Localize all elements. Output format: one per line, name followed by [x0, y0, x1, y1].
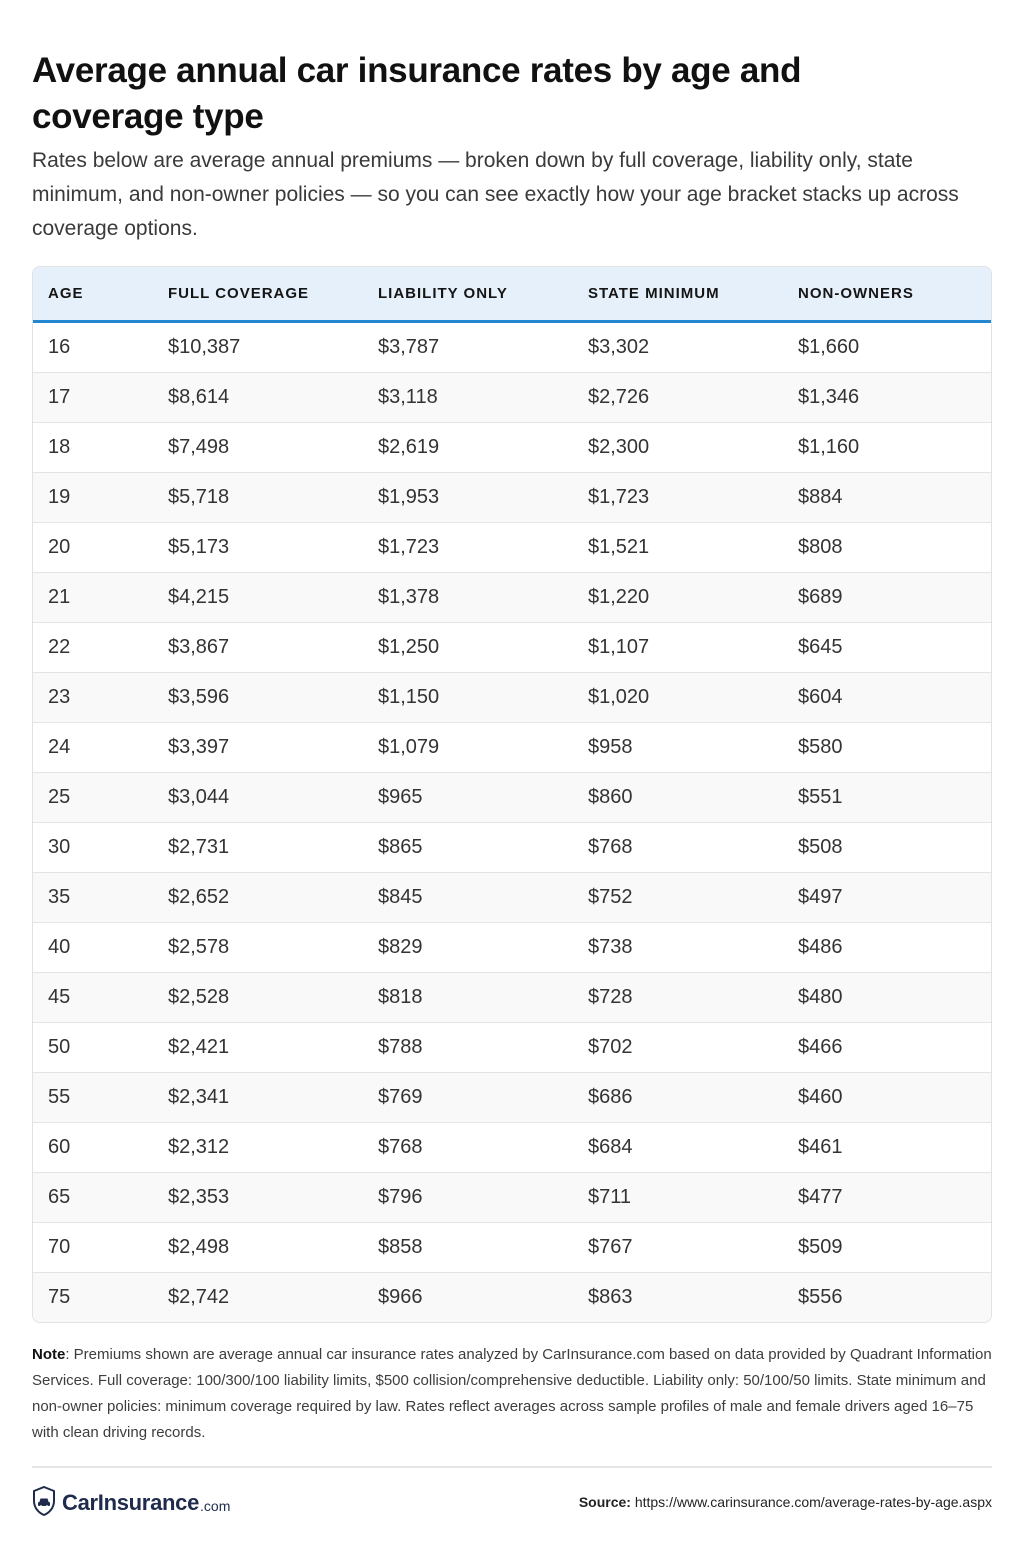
rate-cell: $865	[363, 823, 573, 873]
rate-cell: $2,341	[153, 1073, 363, 1123]
rate-cell: $1,378	[363, 573, 573, 623]
age-cell: 75	[33, 1273, 153, 1323]
rate-cell: $551	[783, 773, 991, 823]
rate-cell: $7,498	[153, 423, 363, 473]
rate-cell: $818	[363, 973, 573, 1023]
rate-cell: $845	[363, 873, 573, 923]
rate-cell: $1,160	[783, 423, 991, 473]
rate-cell: $2,498	[153, 1223, 363, 1273]
rate-cell: $556	[783, 1273, 991, 1323]
rate-cell: $965	[363, 773, 573, 823]
rate-cell: $858	[363, 1223, 573, 1273]
rate-cell: $460	[783, 1073, 991, 1123]
rate-cell: $486	[783, 923, 991, 973]
rate-cell: $689	[783, 573, 991, 623]
age-cell: 20	[33, 523, 153, 573]
rate-cell: $1,107	[573, 623, 783, 673]
rate-cell: $1,723	[573, 473, 783, 523]
rate-cell: $768	[573, 823, 783, 873]
rate-cell: $2,300	[573, 423, 783, 473]
rates-table-container	[32, 266, 992, 1323]
note-text: : Premiums shown are average annual car insurance rates analyzed by CarInsurance.com based on data provided by Quadrant Information Services. Full coverage: 100/300/100 liability limits, $500 collision/comprehensive deductible. Liability only: 50/100/50 limits. State minimum and non-owner policies: minimum coverage required by law. Rates reflect averages across sample profiles of male and female drivers aged 16–75 with clean driving records.	[32, 1346, 992, 1441]
rate-cell: $580	[783, 723, 991, 773]
rate-cell: $604	[783, 673, 991, 723]
rate-cell: $808	[783, 523, 991, 573]
rate-cell: $1,020	[573, 673, 783, 723]
source-label: Source:	[578, 1494, 631, 1510]
shield-car-icon	[32, 1486, 56, 1521]
table-body	[33, 322, 991, 1323]
carinsurance-logo[interactable]	[32, 1486, 230, 1520]
table-row	[33, 723, 991, 773]
rate-cell: $1,521	[573, 523, 783, 573]
rate-cell: $3,596	[153, 673, 363, 723]
age-cell: 70	[33, 1223, 153, 1273]
rate-cell: $645	[783, 623, 991, 673]
footnote	[32, 1342, 992, 1446]
rate-cell: $5,718	[153, 473, 363, 523]
rate-cell: $3,397	[153, 723, 363, 773]
rate-cell: $702	[573, 1023, 783, 1073]
table-row	[33, 1223, 991, 1273]
rate-cell: $1,346	[783, 373, 991, 423]
rates-table	[33, 267, 991, 1322]
rate-cell: $1,220	[573, 573, 783, 623]
table-row	[33, 1173, 991, 1223]
rate-cell: $8,614	[153, 373, 363, 423]
rate-cell: $1,250	[363, 623, 573, 673]
age-cell: 60	[33, 1123, 153, 1173]
table-row	[33, 973, 991, 1023]
rate-cell: $829	[363, 923, 573, 973]
table-row	[33, 823, 991, 873]
column-header: FULL COVERAGE	[153, 267, 363, 322]
rate-cell: $1,079	[363, 723, 573, 773]
table-row	[33, 573, 991, 623]
age-cell: 24	[33, 723, 153, 773]
table-row	[33, 523, 991, 573]
age-cell: 17	[33, 373, 153, 423]
rate-cell: $1,723	[363, 523, 573, 573]
rate-cell: $958	[573, 723, 783, 773]
rate-cell: $2,619	[363, 423, 573, 473]
rate-cell: $1,150	[363, 673, 573, 723]
rate-cell: $3,787	[378, 336, 440, 358]
source-citation	[579, 1494, 992, 1510]
rate-cell: $860	[573, 773, 783, 823]
note-label: Note	[32, 1346, 66, 1363]
age-cell: 45	[33, 973, 153, 1023]
rate-cell: $2,353	[153, 1173, 363, 1223]
rate-cell: $3,044	[153, 773, 363, 823]
rate-cell: $796	[363, 1173, 573, 1223]
rate-cell: $3,867	[153, 623, 363, 673]
rate-cell: $5,173	[153, 523, 363, 573]
age-cell: 23	[33, 673, 153, 723]
table-row	[33, 673, 991, 723]
table-row	[33, 923, 991, 973]
table-row	[33, 773, 991, 823]
column-header: LIABILITY ONLY	[363, 267, 573, 322]
rate-cell: $686	[573, 1073, 783, 1123]
age-cell: 16	[48, 336, 71, 358]
rate-cell: $1,660	[798, 336, 860, 358]
rate-cell: $711	[573, 1173, 783, 1223]
age-cell: 18	[33, 423, 153, 473]
page-title: Average annual car insurance rates by age and coverage type	[32, 51, 802, 136]
age-cell: 40	[33, 923, 153, 973]
rate-cell: $884	[783, 473, 991, 523]
rate-cell: $2,652	[153, 873, 363, 923]
column-header: AGE	[33, 267, 153, 322]
rate-cell: $2,578	[153, 923, 363, 973]
table-row	[33, 322, 991, 373]
rate-cell: $477	[783, 1173, 991, 1223]
rate-cell: $752	[573, 873, 783, 923]
logo-text: CarInsurance	[62, 1490, 200, 1515]
rate-cell: $1,953	[363, 473, 573, 523]
rate-cell: $2,742	[153, 1273, 363, 1323]
age-cell: 19	[33, 473, 153, 523]
age-cell: 50	[33, 1023, 153, 1073]
rate-cell: $2,421	[153, 1023, 363, 1073]
rate-cell: $966	[363, 1273, 573, 1323]
rate-cell: $508	[783, 823, 991, 873]
rate-cell: $509	[783, 1223, 991, 1273]
rate-cell: $497	[783, 873, 991, 923]
rate-cell: $768	[363, 1123, 573, 1173]
rate-cell: $788	[363, 1023, 573, 1073]
rate-cell: $3,302	[588, 336, 650, 358]
age-cell: 35	[33, 873, 153, 923]
table-row	[33, 1123, 991, 1173]
rate-cell: $480	[783, 973, 991, 1023]
rate-cell: $738	[573, 923, 783, 973]
table-row	[33, 623, 991, 673]
rate-cell: $684	[573, 1123, 783, 1173]
rate-cell: $863	[573, 1273, 783, 1323]
footer	[32, 1486, 992, 1520]
rate-cell: $2,312	[153, 1123, 363, 1173]
age-cell: 55	[33, 1073, 153, 1123]
rate-cell: $461	[783, 1123, 991, 1173]
table-row	[33, 1273, 991, 1323]
table-header	[33, 267, 991, 322]
table-row	[33, 873, 991, 923]
rate-cell: $10,387	[168, 336, 241, 358]
divider	[32, 1466, 992, 1468]
table-row	[33, 473, 991, 523]
header-row	[33, 267, 991, 322]
age-cell: 30	[33, 823, 153, 873]
age-cell: 65	[33, 1173, 153, 1223]
table-row	[33, 1023, 991, 1073]
rate-cell: $466	[783, 1023, 991, 1073]
table-row	[33, 423, 991, 473]
rate-cell: $769	[363, 1073, 573, 1123]
rate-cell: $4,215	[153, 573, 363, 623]
table-row	[33, 1073, 991, 1123]
age-cell: 21	[33, 573, 153, 623]
page-subtitle: Rates below are average annual premiums — broken down by full coverage, liability only, state minimum, and non-owner policies — so you can see exactly how your age bracket stacks up across coverage options.	[32, 149, 959, 240]
rate-cell: $2,731	[153, 823, 363, 873]
rate-cell: $767	[573, 1223, 783, 1273]
source-url[interactable]: https://www.carinsurance.com/average-rates-by-age.aspx	[634, 1494, 992, 1510]
age-cell: 25	[33, 773, 153, 823]
column-header: STATE MINIMUM	[573, 267, 783, 322]
table-row	[33, 373, 991, 423]
age-cell: 22	[33, 623, 153, 673]
rate-cell: $2,528	[153, 973, 363, 1023]
column-header: NON-OWNERS	[783, 267, 991, 322]
rate-cell: $728	[573, 973, 783, 1023]
logo-suffix: .com	[200, 1498, 231, 1514]
rate-cell: $2,726	[573, 373, 783, 423]
rate-cell: $3,118	[363, 373, 573, 423]
